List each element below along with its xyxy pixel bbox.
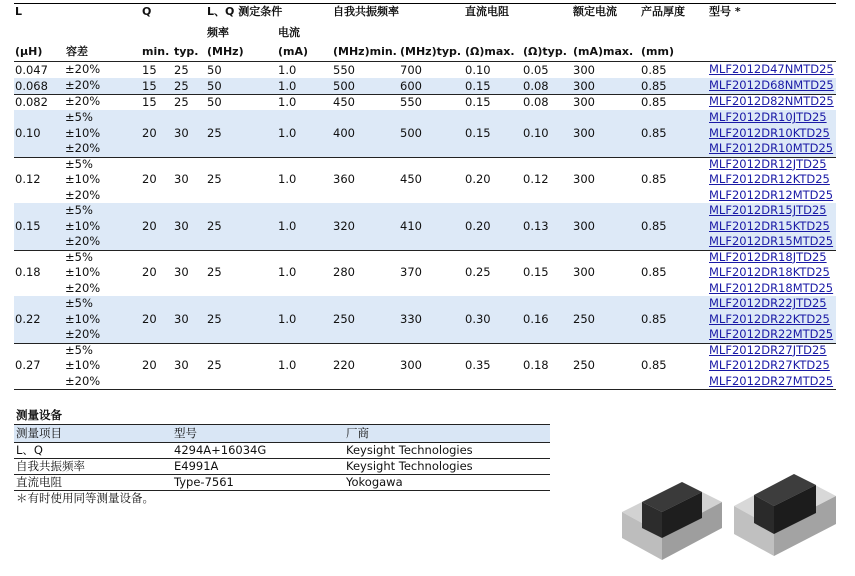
cell-srf-min: 280 xyxy=(333,265,355,280)
cell-thickness: 0.85 xyxy=(641,218,667,233)
equipment-header-maker: 厂商 xyxy=(346,426,369,440)
part-number-link[interactable]: MLF2012DR18KTD25 xyxy=(709,265,830,279)
cell-srf-typ: 700 xyxy=(400,62,422,77)
equipment-header-item: 测量项目 xyxy=(16,426,62,440)
tolerance-value: ±20% xyxy=(65,78,101,92)
part-number-link[interactable]: MLF2012DR27KTD25 xyxy=(709,358,830,372)
table-row xyxy=(14,203,836,250)
cell-srf-min: 450 xyxy=(333,94,355,109)
cell-current: 1.0 xyxy=(278,125,297,140)
cell-part-numbers xyxy=(709,78,834,94)
equipment-maker: Keysight Technologies xyxy=(346,443,473,457)
cell-current: 1.0 xyxy=(278,358,297,373)
part-number-link[interactable]: MLF2012DR12MTD25 xyxy=(709,187,834,202)
cell-part-numbers xyxy=(709,343,833,390)
cell-rated-current: 250 xyxy=(573,358,595,373)
cell-frequency: 25 xyxy=(207,358,222,373)
equipment-model: E4991A xyxy=(174,459,219,473)
cell-dcr-typ: 0.16 xyxy=(523,311,549,326)
header-unit-mhz: (MHz) xyxy=(207,45,244,58)
cell-dcr-max: 0.20 xyxy=(465,218,491,233)
cell-frequency: 25 xyxy=(207,218,222,233)
cell-part-numbers xyxy=(709,110,833,157)
header-frequency: 频率 xyxy=(207,26,229,39)
cell-q-typ: 30 xyxy=(174,265,189,280)
cell-frequency: 25 xyxy=(207,172,222,187)
cell-frequency: 25 xyxy=(207,265,222,280)
cell-dcr-typ: 0.12 xyxy=(523,172,549,187)
cell-rated-current: 300 xyxy=(573,218,595,233)
header-current: 电流 xyxy=(278,26,300,39)
table-top-rule xyxy=(14,3,836,4)
cell-srf-min: 500 xyxy=(333,78,355,93)
header-measurement-conditions: L、Q 测定条件 xyxy=(207,5,283,18)
equipment-title: 测量设备 xyxy=(16,408,62,422)
cell-tolerance xyxy=(65,62,100,78)
part-number-link[interactable]: MLF2012D47NMTD25 xyxy=(709,62,834,76)
cell-part-numbers xyxy=(709,250,833,297)
tolerance-value: ±10% xyxy=(65,172,101,186)
cell-thickness: 0.85 xyxy=(641,172,667,187)
cell-dcr-typ: 0.13 xyxy=(523,218,549,233)
tolerance-value: ±20% xyxy=(65,62,101,76)
cell-q-min: 20 xyxy=(142,358,157,373)
cell-srf-typ: 370 xyxy=(400,265,422,280)
cell-q-min: 15 xyxy=(142,62,157,77)
row-rule xyxy=(14,389,836,390)
tolerance-value: ±20% xyxy=(65,327,101,341)
tolerance-value: ±20% xyxy=(65,280,101,295)
cell-inductance: 0.10 xyxy=(15,125,41,140)
tolerance-value: ±5% xyxy=(65,203,93,217)
chip-left xyxy=(622,482,722,560)
header-self-resonant-frequency: 自我共振频率 xyxy=(333,5,399,18)
cell-tolerance xyxy=(65,110,100,157)
cell-dcr-max: 0.20 xyxy=(465,172,491,187)
cell-dcr-typ: 0.18 xyxy=(523,358,549,373)
cell-srf-min: 320 xyxy=(333,218,355,233)
cell-q-min: 20 xyxy=(142,265,157,280)
header-thickness: 产品厚度 xyxy=(641,5,685,18)
part-number-link[interactable]: MLF2012DR22MTD25 xyxy=(709,327,834,341)
cell-srf-min: 250 xyxy=(333,311,355,326)
part-number-link[interactable]: MLF2012DR15KTD25 xyxy=(709,218,830,233)
cell-current: 1.0 xyxy=(278,62,297,77)
equipment-item: 直流电阻 xyxy=(16,475,62,489)
cell-inductance: 0.22 xyxy=(15,311,41,326)
table-row xyxy=(14,157,836,204)
cell-current: 1.0 xyxy=(278,265,297,280)
table-row xyxy=(14,343,836,390)
cell-frequency: 50 xyxy=(207,94,222,109)
cell-thickness: 0.85 xyxy=(641,94,667,109)
cell-frequency: 50 xyxy=(207,78,222,93)
cell-part-numbers xyxy=(709,62,834,78)
part-number-link[interactable]: MLF2012DR15JTD25 xyxy=(709,203,827,217)
cell-current: 1.0 xyxy=(278,94,297,109)
cell-rated-current: 300 xyxy=(573,78,595,93)
cell-srf-min: 360 xyxy=(333,172,355,187)
tolerance-value: ±10% xyxy=(65,218,101,233)
table-row xyxy=(14,110,836,157)
tolerance-value: ±10% xyxy=(65,311,101,326)
cell-dcr-typ: 0.08 xyxy=(523,94,549,109)
tolerance-value: ±5% xyxy=(65,342,93,357)
equipment-row xyxy=(14,443,550,459)
tolerance-value: ±20% xyxy=(65,187,101,202)
equipment-item: 自我共振频率 xyxy=(16,459,85,473)
header-q-min: min. xyxy=(142,45,170,58)
cell-srf-typ: 550 xyxy=(400,94,422,109)
equipment-header-model: 型号 xyxy=(174,426,197,440)
cell-dcr-max: 0.15 xyxy=(465,78,491,93)
cell-srf-min: 550 xyxy=(333,62,355,77)
header-q: Q xyxy=(142,5,152,18)
cell-part-numbers xyxy=(709,203,833,250)
cell-q-typ: 30 xyxy=(174,311,189,326)
header-unit-mm: (mm) xyxy=(641,45,674,58)
cell-current: 1.0 xyxy=(278,218,297,233)
cell-frequency: 50 xyxy=(207,62,222,77)
tolerance-value: ±5% xyxy=(65,156,93,171)
tolerance-value: ±5% xyxy=(65,110,93,124)
cell-dcr-typ: 0.15 xyxy=(523,265,549,280)
cell-tolerance xyxy=(65,296,100,343)
header-srf-min: (MHz)min. xyxy=(333,45,397,58)
cell-inductance: 0.15 xyxy=(15,218,41,233)
part-number-link[interactable]: MLF2012D68NMTD25 xyxy=(709,78,834,92)
cell-frequency: 25 xyxy=(207,125,222,140)
cell-srf-min: 220 xyxy=(333,358,355,373)
cell-current: 1.0 xyxy=(278,78,297,93)
inductor-chip-illustration xyxy=(612,462,842,572)
table-row xyxy=(14,62,836,78)
header-unit-uh: (μH) xyxy=(15,45,43,58)
part-number-link[interactable]: MLF2012DR12JTD25 xyxy=(709,156,827,171)
cell-srf-typ: 450 xyxy=(400,172,422,187)
tolerance-value: ±10% xyxy=(65,265,101,279)
part-number-link[interactable]: MLF2012DR15MTD25 xyxy=(709,234,834,248)
table-row xyxy=(14,296,836,343)
header-part-number: 型号 * xyxy=(709,5,741,18)
cell-dcr-max: 0.35 xyxy=(465,358,491,373)
cell-srf-min: 400 xyxy=(333,125,355,140)
cell-inductance: 0.18 xyxy=(15,265,41,280)
cell-dcr-max: 0.30 xyxy=(465,311,491,326)
cell-part-numbers xyxy=(709,296,833,343)
cell-q-min: 15 xyxy=(142,78,157,93)
equipment-header-row xyxy=(14,424,550,443)
header-l: L xyxy=(15,5,23,18)
equipment-row xyxy=(14,475,550,491)
cell-thickness: 0.85 xyxy=(641,358,667,373)
table-row xyxy=(14,94,836,110)
equipment-maker: Keysight Technologies xyxy=(346,459,473,473)
cell-part-numbers xyxy=(709,94,834,110)
cell-thickness: 0.85 xyxy=(641,78,667,93)
cell-inductance: 0.082 xyxy=(15,94,48,109)
part-number-link[interactable]: MLF2012DR12KTD25 xyxy=(709,172,830,186)
cell-tolerance xyxy=(65,250,100,297)
header-q-typ: typ. xyxy=(174,45,199,58)
cell-dcr-max: 0.15 xyxy=(465,94,491,109)
cell-rated-current: 300 xyxy=(573,265,595,280)
header-dcr-typ: (Ω)typ. xyxy=(523,45,567,58)
cell-tolerance xyxy=(65,203,100,250)
part-number-link[interactable]: MLF2012DR27MTD25 xyxy=(709,373,834,388)
cell-q-min: 20 xyxy=(142,125,157,140)
tolerance-value: ±20% xyxy=(65,94,101,108)
cell-dcr-max: 0.15 xyxy=(465,125,491,140)
equipment-item: L、Q xyxy=(16,443,43,457)
cell-q-typ: 30 xyxy=(174,172,189,187)
part-number-link[interactable]: MLF2012DR22KTD25 xyxy=(709,311,830,326)
cell-srf-typ: 300 xyxy=(400,358,422,373)
tolerance-value: ±5% xyxy=(65,249,93,264)
equipment-model: 4294A+16034G xyxy=(174,443,267,457)
cell-q-min: 20 xyxy=(142,311,157,326)
cell-thickness: 0.85 xyxy=(641,311,667,326)
cell-srf-typ: 410 xyxy=(400,218,422,233)
cell-q-typ: 30 xyxy=(174,218,189,233)
tolerance-value: ±10% xyxy=(65,125,101,140)
cell-srf-typ: 600 xyxy=(400,78,422,93)
cell-dcr-max: 0.25 xyxy=(465,265,491,280)
cell-q-typ: 25 xyxy=(174,62,189,77)
tolerance-value: ±20% xyxy=(65,373,101,388)
tolerance-value: ±20% xyxy=(65,234,101,248)
cell-q-typ: 25 xyxy=(174,94,189,109)
cell-rated-current: 300 xyxy=(573,125,595,140)
cell-q-min: 15 xyxy=(142,94,157,109)
cell-frequency: 25 xyxy=(207,311,222,326)
cell-rated-current: 300 xyxy=(573,94,595,109)
cell-q-min: 20 xyxy=(142,218,157,233)
cell-inductance: 0.27 xyxy=(15,358,41,373)
cell-tolerance xyxy=(65,94,100,110)
cell-q-min: 20 xyxy=(142,172,157,187)
part-number-link[interactable]: MLF2012DR18JTD25 xyxy=(709,249,827,264)
cell-tolerance xyxy=(65,343,100,390)
tolerance-value: ±10% xyxy=(65,358,101,372)
cell-inductance: 0.12 xyxy=(15,172,41,187)
equipment-row xyxy=(14,459,550,475)
part-number-link[interactable]: MLF2012DR10KTD25 xyxy=(709,125,830,140)
header-rated-unit: (mA)max. xyxy=(573,45,634,58)
cell-dcr-typ: 0.08 xyxy=(523,78,549,93)
part-number-link[interactable]: MLF2012DR27JTD25 xyxy=(709,342,827,357)
cell-srf-typ: 500 xyxy=(400,125,422,140)
cell-srf-typ: 330 xyxy=(400,311,422,326)
header-unit-ma: (mA) xyxy=(278,45,309,58)
cell-dcr-typ: 0.10 xyxy=(523,125,549,140)
cell-tolerance xyxy=(65,78,100,94)
measurement-note: ＊有时使用同等测量设备。 xyxy=(16,491,154,505)
table-row xyxy=(14,78,836,94)
cell-q-typ: 30 xyxy=(174,125,189,140)
header-tolerance: 容差 xyxy=(66,45,88,58)
cell-tolerance xyxy=(65,157,100,204)
cell-part-numbers xyxy=(709,157,833,204)
cell-current: 1.0 xyxy=(278,172,297,187)
header-dc-resistance: 直流电阻 xyxy=(465,5,509,18)
cell-thickness: 0.85 xyxy=(641,125,667,140)
equipment-model: Type-7561 xyxy=(174,475,234,489)
part-number-link[interactable]: MLF2012DR10JTD25 xyxy=(709,110,827,124)
cell-dcr-typ: 0.05 xyxy=(523,62,549,77)
cell-thickness: 0.85 xyxy=(641,62,667,77)
part-number-link[interactable]: MLF2012DR10MTD25 xyxy=(709,141,834,155)
cell-q-typ: 30 xyxy=(174,358,189,373)
cell-current: 1.0 xyxy=(278,311,297,326)
table-row xyxy=(14,250,836,297)
cell-inductance: 0.047 xyxy=(15,62,48,77)
cell-thickness: 0.85 xyxy=(641,265,667,280)
cell-rated-current: 250 xyxy=(573,311,595,326)
header-rated-current: 额定电流 xyxy=(573,5,617,18)
chip-right xyxy=(734,474,836,556)
cell-q-typ: 25 xyxy=(174,78,189,93)
cell-inductance: 0.068 xyxy=(15,78,48,93)
tolerance-value: ±5% xyxy=(65,296,93,310)
tolerance-value: ±20% xyxy=(65,141,101,155)
header-srf-typ: (MHz)typ. xyxy=(400,45,462,58)
header-dcr-max: (Ω)max. xyxy=(465,45,515,58)
equipment-maker: Yokogawa xyxy=(346,475,403,489)
cell-dcr-max: 0.10 xyxy=(465,62,491,77)
part-number-link[interactable]: MLF2012DR18MTD25 xyxy=(709,280,834,295)
part-number-link[interactable]: MLF2012D82NMTD25 xyxy=(709,94,834,108)
cell-rated-current: 300 xyxy=(573,62,595,77)
part-number-link[interactable]: MLF2012DR22JTD25 xyxy=(709,296,827,310)
cell-rated-current: 300 xyxy=(573,172,595,187)
